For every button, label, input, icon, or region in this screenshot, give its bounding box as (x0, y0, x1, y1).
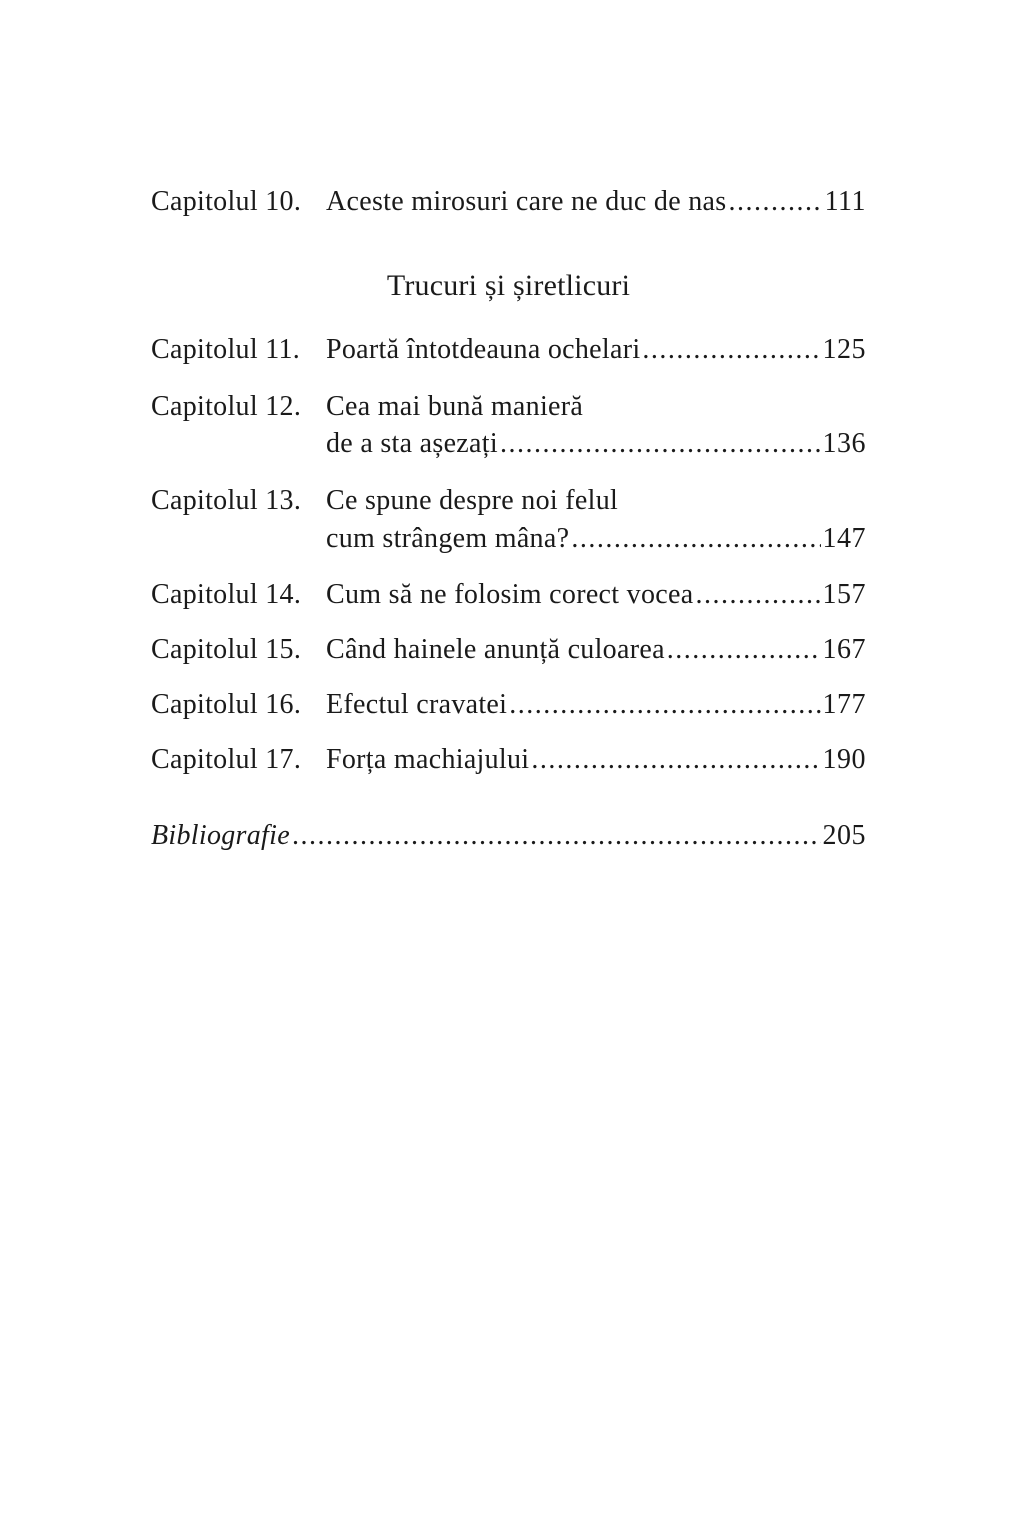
dot-leader (292, 818, 821, 854)
dot-leader (667, 632, 821, 668)
chapter-label: Capitolul 11. (151, 334, 301, 365)
chapter-label: Capitolul 10. (151, 186, 302, 217)
toc-entry-chapter-14 (151, 577, 866, 613)
toc-entry-chapter-10 (151, 184, 866, 220)
page-number: 157 (822, 579, 866, 610)
chapter-label: Capitolul 16. (151, 689, 302, 720)
page-number: 167 (822, 634, 866, 665)
toc-entry-chapter-13-line-2 (151, 521, 866, 557)
page-number: 125 (822, 334, 866, 365)
chapter-label: Capitolul 12. (151, 391, 302, 422)
chapter-title: Poartă întotdeauna ochelari (326, 334, 641, 365)
chapter-title-line-1: Ce spune despre noi felul (326, 485, 619, 516)
chapter-label: Capitolul 17. (151, 744, 302, 775)
chapter-title-line-2: de a sta așezați (326, 428, 498, 459)
chapter-title: Când hainele anunță culoarea (326, 634, 665, 665)
page-number: 205 (822, 820, 866, 851)
dot-leader (728, 184, 822, 220)
page-number: 111 (824, 186, 866, 217)
toc-entry-bibliography (151, 818, 866, 854)
dot-leader (642, 332, 820, 368)
bibliography-title: Bibliografie (151, 820, 290, 851)
chapter-title: Forța machiajului (326, 744, 530, 775)
chapter-label: Capitolul 13. (151, 485, 302, 516)
toc-entry-chapter-15 (151, 632, 866, 668)
dot-leader (695, 577, 820, 613)
chapter-title-line-1: Cea mai bună manieră (326, 391, 584, 422)
toc-entry-chapter-11 (151, 332, 866, 368)
section-heading: Trucuri și șiretlicuri (386, 269, 631, 302)
toc-entry-chapter-12-line-1 (151, 389, 866, 425)
page-number: 190 (822, 744, 866, 775)
chapter-title: Aceste mirosuri care ne duc de nas (326, 186, 727, 217)
page-number: 136 (822, 428, 866, 459)
chapter-label: Capitolul 15. (151, 634, 302, 665)
chapter-title: Cum să ne folosim corect vocea (326, 579, 694, 610)
dot-leader (531, 742, 820, 778)
toc-entry-chapter-16 (151, 687, 866, 723)
dot-leader (509, 687, 820, 723)
chapter-title-line-2: cum strângem mâna? (326, 523, 570, 554)
chapter-label: Capitolul 14. (151, 579, 302, 610)
dot-leader (571, 521, 820, 557)
toc-entry-chapter-13-line-1 (151, 483, 866, 519)
page-number: 177 (822, 689, 866, 720)
toc-entry-chapter-17 (151, 742, 866, 778)
toc-entry-chapter-12-line-2 (151, 426, 866, 462)
chapter-title: Efectul cravatei (326, 689, 508, 720)
page-number: 147 (822, 523, 866, 554)
dot-leader (500, 426, 821, 462)
